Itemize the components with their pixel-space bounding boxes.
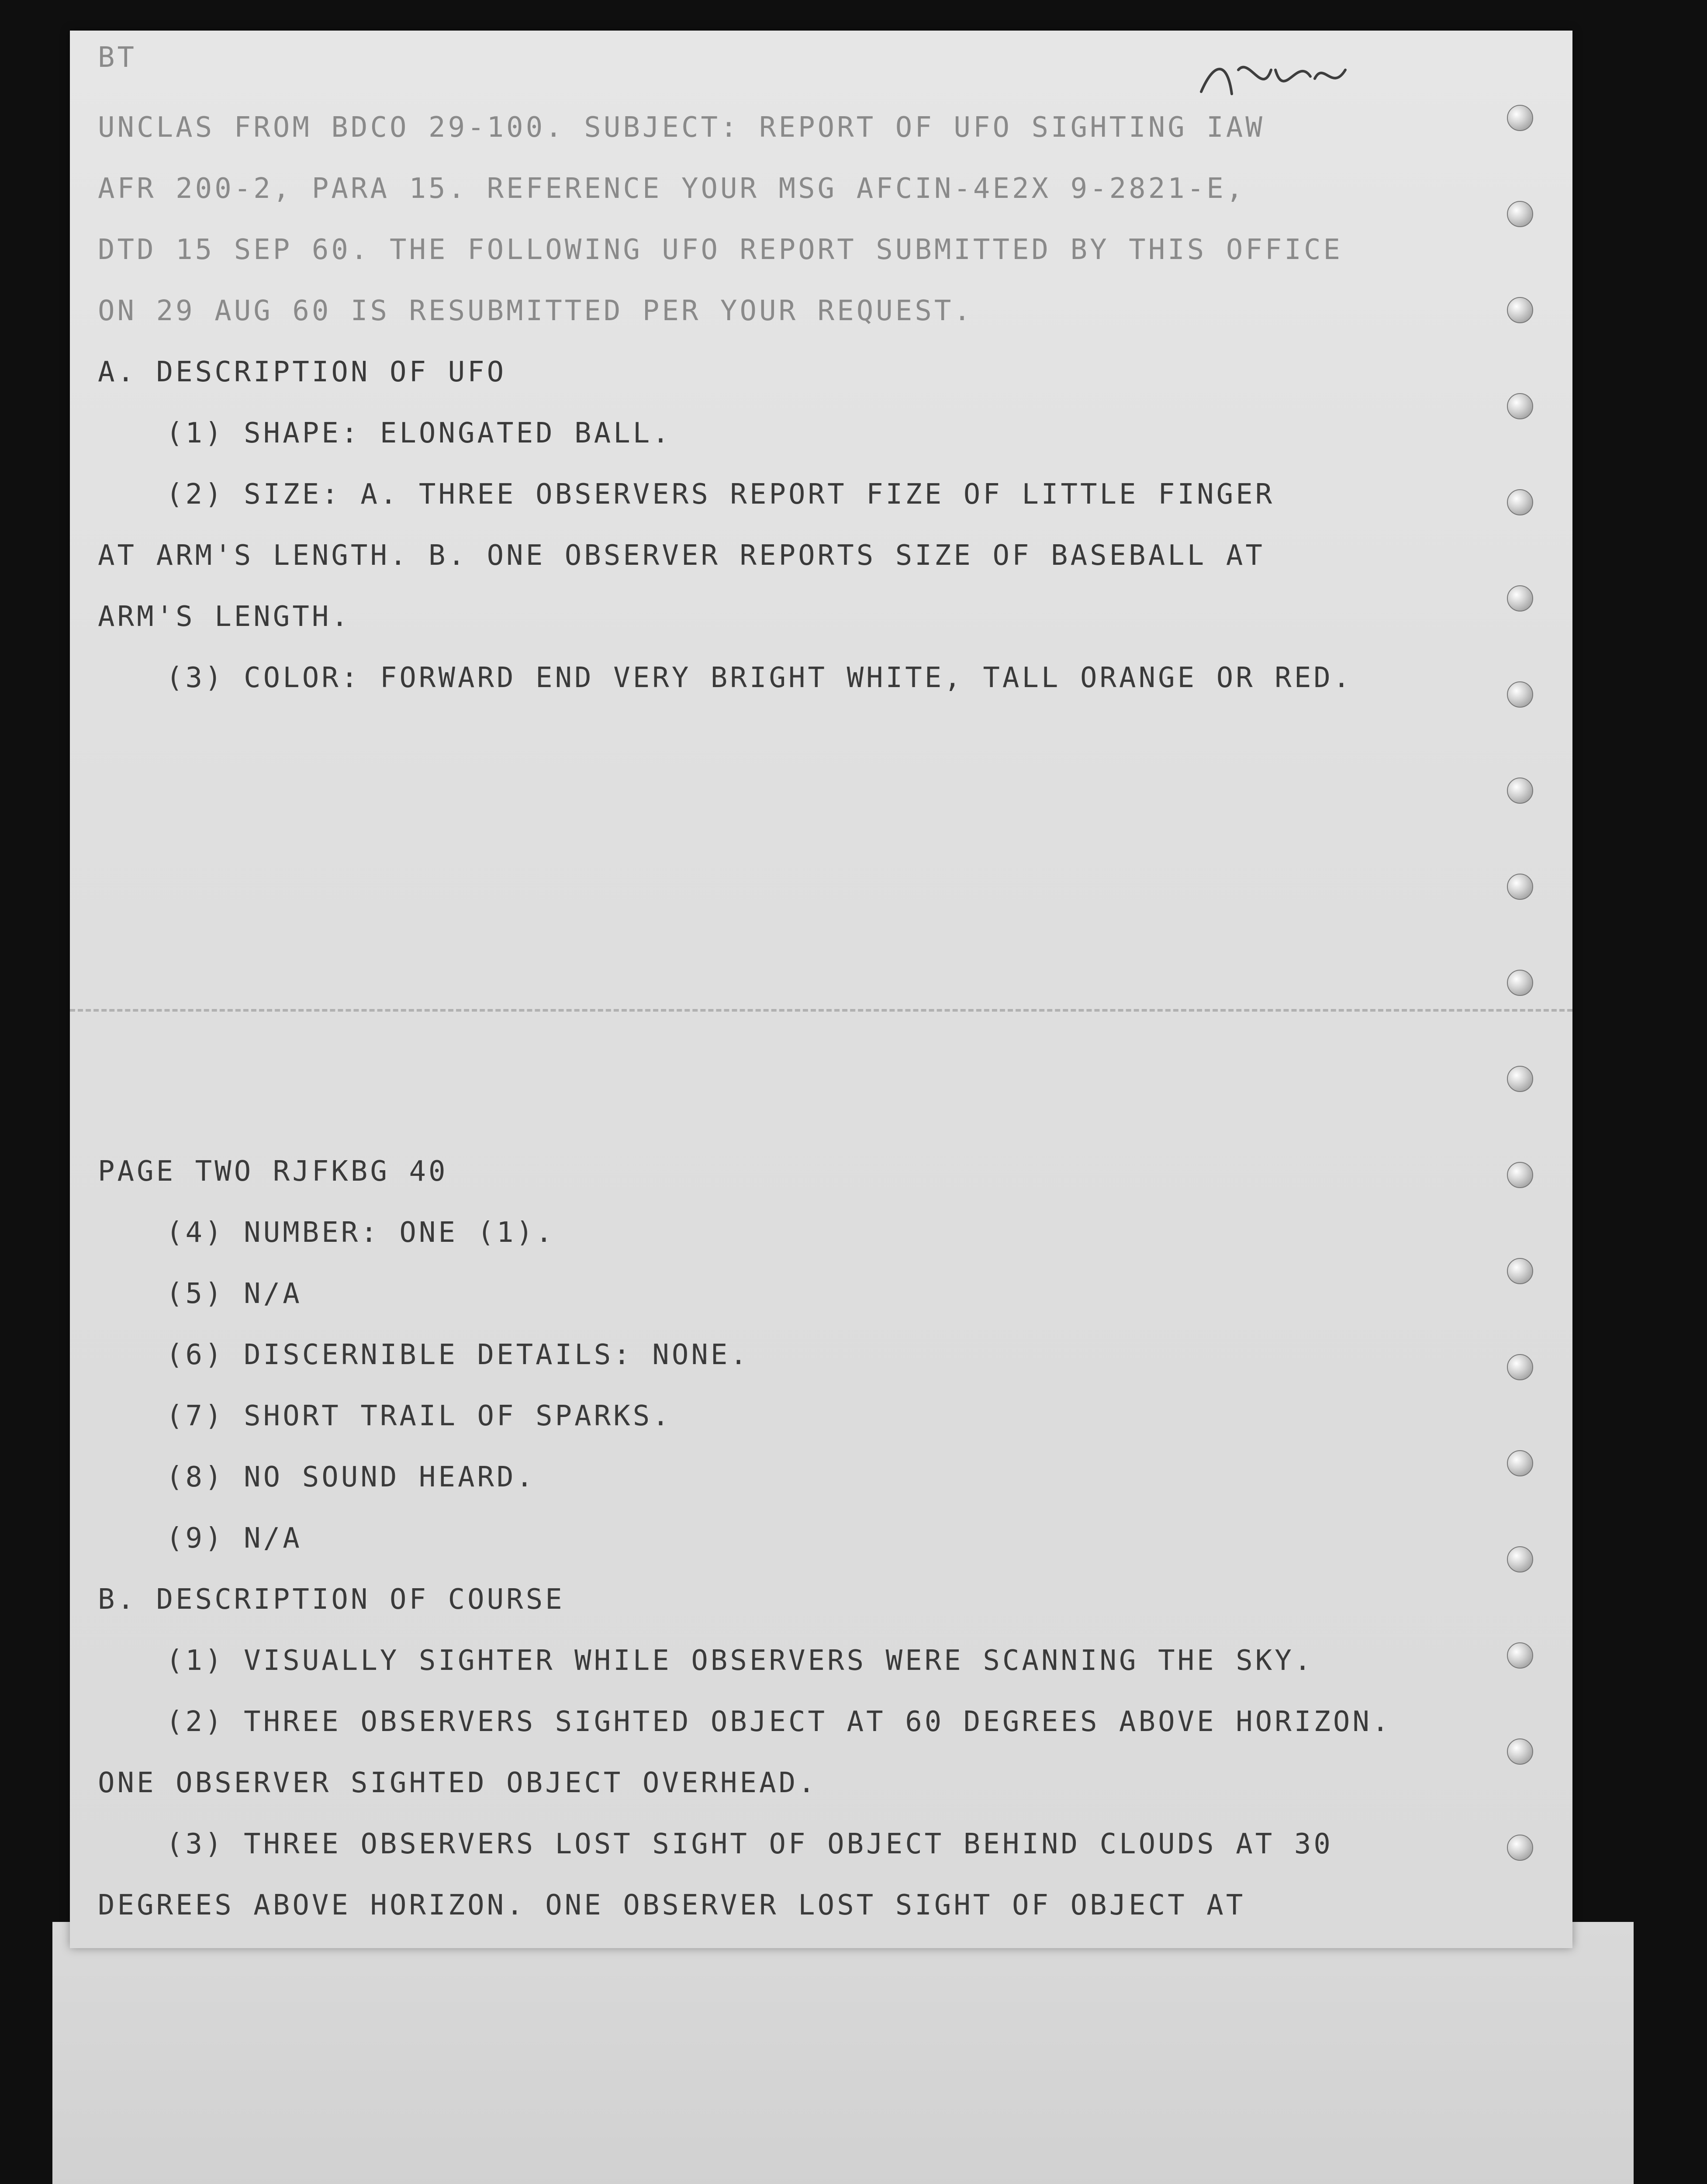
feed-hole-icon [1507,1450,1533,1476]
section-a-item-6: (6) DISCERNIBLE DETAILS: NONE. [166,1339,750,1371]
section-a-item-3: (3) COLOR: FORWARD END VERY BRIGHT WHITE, TALL ORANGE OR RED. [166,662,1353,694]
feed-hole-icon [1507,1642,1533,1669]
feed-hole-icon [1507,489,1533,515]
handwritten-mark-icon [1197,52,1363,105]
section-a-item-2: (2) SIZE: A. THREE OBSERVERS REPORT FIZE OF LITTLE FINGER [166,478,1275,511]
paragraph1-line2: AFR 200-2, PARA 15. REFERENCE YOUR MSG AFCIN-4E2X 9-2821-E, [98,173,1246,205]
section-a-title: A. DESCRIPTION OF UFO [98,356,507,388]
feed-hole-icon [1507,393,1533,419]
tractor-feed-holes [1503,31,1538,1948]
section-b-item-1: (1) VISUALLY SIGHTER WHILE OBSERVERS WERE SCANNING THE SKY. [166,1645,1314,1677]
feed-hole-icon [1507,1258,1533,1284]
section-a-item-9: (9) N/A [166,1522,302,1555]
section-a-item-7: (7) SHORT TRAIL OF SPARKS. [166,1400,672,1432]
feed-hole-icon [1507,778,1533,804]
section-b-item-3-cont: DEGREES ABOVE HORIZON. ONE OBSERVER LOST SIGHT OF OBJECT AT [98,1889,1246,1921]
backing-sheet [52,1922,1634,2184]
paragraph1-line1: UNCLAS FROM BDCO 29-100. SUBJECT: REPORT OF UFO SIGHTING IAW [98,111,1265,144]
section-a-item-2-end: ARM'S LENGTH. [98,601,351,633]
feed-hole-icon [1507,1835,1533,1861]
section-a-item-4: (4) NUMBER: ONE (1). [166,1216,555,1249]
page-two-header: PAGE TWO RJFKBG 40 [98,1155,448,1188]
paragraph1-line4: ON 29 AUG 60 IS RESUBMITTED PER YOUR REQUEST. [98,295,973,327]
page-divider [70,1009,1572,1012]
feed-hole-icon [1507,1162,1533,1188]
feed-hole-icon [1507,874,1533,900]
top-code: BT [98,41,137,74]
document-sheet [70,31,1572,1948]
section-b-item-2: (2) THREE OBSERVERS SIGHTED OBJECT AT 60 DEGREES ABOVE HORIZON. [166,1706,1392,1738]
section-b-title: B. DESCRIPTION OF COURSE [98,1583,565,1616]
section-a-item-8: (8) NO SOUND HEARD. [166,1461,536,1493]
section-a-item-1: (1) SHAPE: ELONGATED BALL. [166,417,672,449]
feed-hole-icon [1507,1546,1533,1572]
section-a-item-5: (5) N/A [166,1278,302,1310]
feed-hole-icon [1507,970,1533,996]
feed-hole-icon [1507,297,1533,323]
feed-hole-icon [1507,1354,1533,1380]
feed-hole-icon [1507,1738,1533,1765]
feed-hole-icon [1507,105,1533,131]
section-a-item-2-cont: AT ARM'S LENGTH. B. ONE OBSERVER REPORTS SIZE OF BASEBALL AT [98,539,1265,572]
feed-hole-icon [1507,1066,1533,1092]
feed-hole-icon [1507,681,1533,708]
feed-hole-icon [1507,585,1533,612]
feed-hole-icon [1507,201,1533,227]
paragraph1-line3: DTD 15 SEP 60. THE FOLLOWING UFO REPORT SUBMITTED BY THIS OFFICE [98,234,1343,266]
section-b-item-2-cont: ONE OBSERVER SIGHTED OBJECT OVERHEAD. [98,1767,818,1799]
section-b-item-3: (3) THREE OBSERVERS LOST SIGHT OF OBJECT BEHIND CLOUDS AT 30 [166,1828,1333,1860]
